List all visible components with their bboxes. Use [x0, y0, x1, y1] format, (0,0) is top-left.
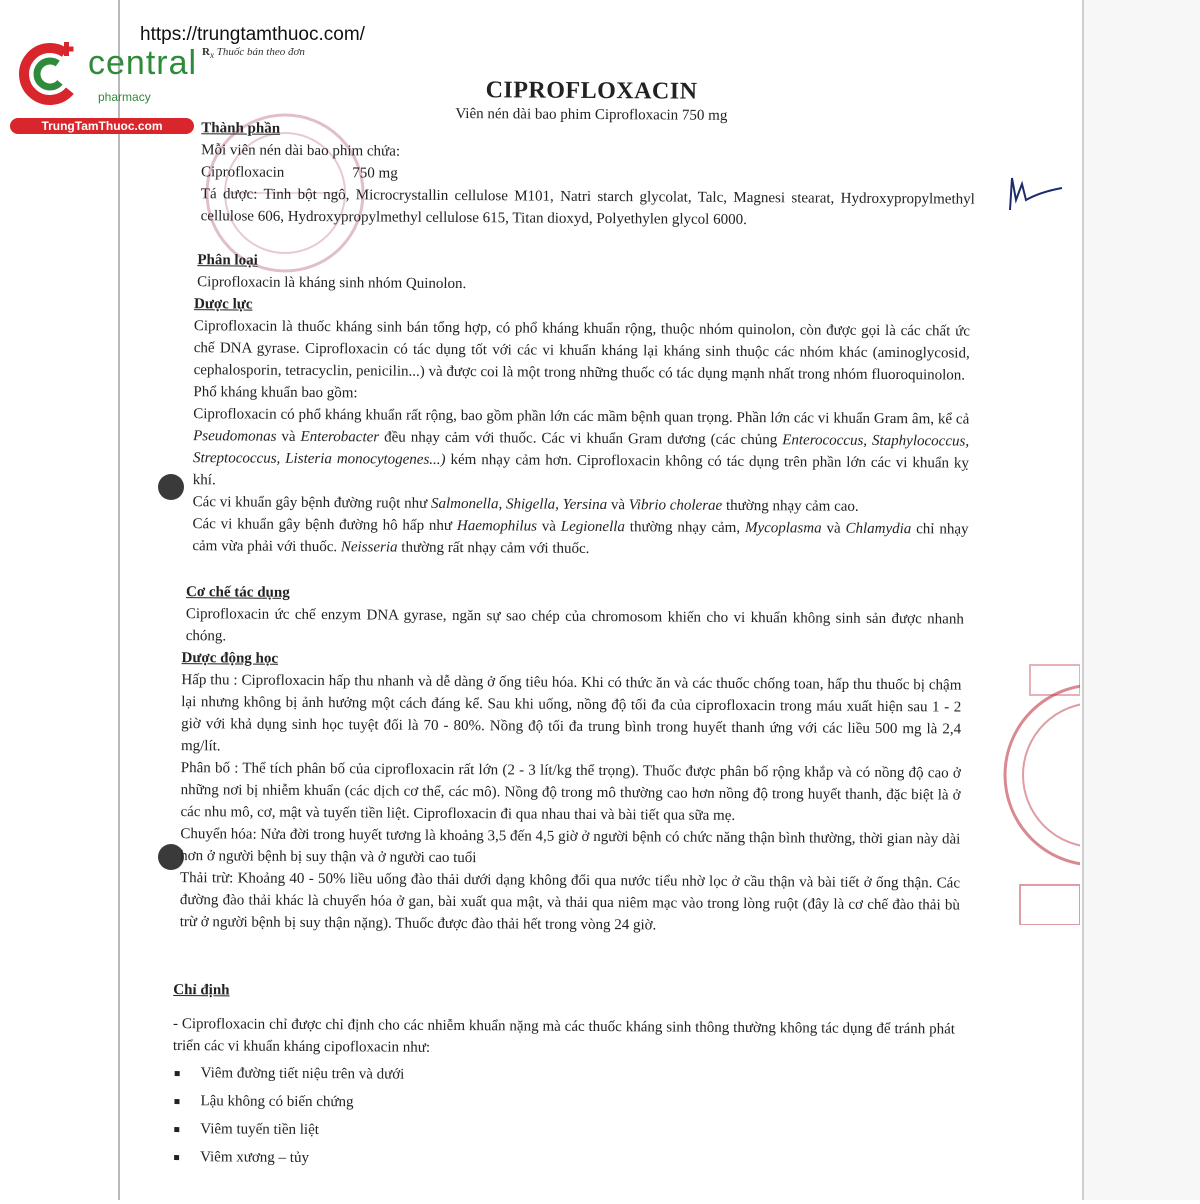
indications-intro: - Ciprofloxacin chỉ được chỉ định cho các nhiễm khuẩn nặng mà các thuốc kháng sinh thông thường không tác dụng để tránh phát triển các vi khuẩn kháng cipofloxacin như: [172, 1016, 956, 1056]
logo-subtitle: pharmacy [98, 90, 151, 104]
document-title: CIPROFLOXACIN [485, 77, 698, 105]
conjunction: và [536, 518, 561, 535]
species-mycoplasma: Mycoplasma [744, 520, 822, 537]
enteric-text: thường nhạy cảm cao. [722, 497, 859, 515]
metabolism-label: Chuyển hóa: [180, 826, 257, 843]
logo-wordmark: central [88, 44, 198, 82]
absorption-text: Ciprofloxacin hấp thu nhanh và dễ dàng ở ống tiêu hóa. Khi có thức ăn và các thuốc chống toan, hấp thu thuốc bị chậm lại nhưng không bị ảnh hưởng một cách đáng kể. Sau khi uống, nồng độ tối đa của ciprofloxacin trong máu xuất hiện sau 1 - 2 giờ với khả dụng sinh học tuyệt đối là 70 - 80%. Nồng độ tối đa trung bình trong huyết thanh ứng với các liều 500 mg là 2,4 mg/lít. [180, 672, 962, 755]
elimination-paragraph [180, 867, 960, 938]
species-enteric: Salmonella, Shigella, Yersina [430, 495, 608, 514]
species-enterobacter: Enterobacter [300, 428, 380, 446]
respiratory-paragraph [192, 513, 968, 562]
indications-heading: Chỉ định [173, 982, 230, 999]
composition-excipients: Tá dược: Tinh bột ngô, Microcrystallin cellulose M101, Natri starch glycolat, Talc, Magnesi stearat, Hydroxypropylmethyl cellulose 606, Hydroxypropylmethyl cellulose 615, Titan dioxyd, Polyethylen glycol 6000. [200, 186, 975, 229]
rx-label: $R_x$ Thuốc bán theo đơn [202, 46, 305, 61]
absorption-label: Hấp thu : [181, 672, 238, 689]
composition-line: Mỗi viên nén dài bao phim chứa: [201, 142, 401, 160]
mechanism-text: Ciprofloxacin ức chế enzym DNA gyrase, ngăn sự sao chép của chromosom khiến cho vi khuẩn không sinh sản được nhanh chóng. [185, 606, 964, 645]
classification-text: Ciprofloxacin là kháng sinh nhóm Quinolon. [197, 274, 467, 293]
ingredient-dose: 750 mg [352, 165, 398, 182]
conjunction: và [276, 428, 301, 445]
species-gram-positive: Enterococcus, Staphylococcus, Streptococcus, Listeria monocytogenes...) [192, 432, 970, 468]
metabolism-paragraph [180, 823, 960, 872]
species-haemophilus: Haemophilus [456, 517, 537, 535]
absorption-paragraph [181, 669, 962, 762]
pharmacodynamics-paragraph: Ciprofloxacin là thuốc kháng sinh bán tổng hợp, có phổ kháng khuẩn rộng, thuộc nhóm quinolon, còn được gọi là các chất ức chế DNA gyrase. Ciprofloxacin có tác dụng tốt với các vi khuẩn kháng lại kháng sinh thuộc các nhóm khác (aminoglycosid, cephalosporin, tetracyclin, penicilin...) và được coi là một trong những thuốc có tác dụng mạnh nhất trong nhóm fluoroquinolon. [193, 318, 970, 384]
pharmacokinetics-section [180, 647, 962, 938]
classification-heading: Phân loại [197, 252, 258, 269]
document-subtitle: Viên nén dài bao phim Ciprofloxacin 750 mg [455, 105, 728, 124]
conjunction: và [607, 497, 629, 514]
conjunction: và [821, 520, 846, 537]
distribution-label: Phân bố : [180, 760, 239, 777]
list-item: Lậu không có biến chứng [172, 1087, 772, 1119]
mechanism-heading: Cơ chế tác dụng [185, 584, 290, 601]
elimination-text: Khoảng 40 - 50% liều uống đào thải dưới dạng không đổi qua nước tiểu nhờ lọc ở cầu thận và bài tiết ở ống thận. Các đường đào thải khác là chuyển hóa ở gan, bài xuất qua mật, và thải qua niêm mạc vào trong lòng ruột (đây là cơ chế đào thải bù trừ ở người bệnh bị suy thận nặng). Thuốc được đào thải hết trong vòng 24 giờ. [179, 870, 961, 934]
respiratory-text: thường nhạy cảm, [624, 519, 746, 537]
spectrum-heading: Phổ kháng khuẩn bao gồm: [193, 384, 358, 402]
watermark-url: https://trungtamthuoc.com/ [140, 24, 365, 45]
spectrum-paragraph [193, 403, 970, 496]
pharmacodynamics-heading: Dược lực [193, 296, 253, 313]
distribution-paragraph [180, 757, 960, 828]
classification-section [197, 249, 971, 298]
pharmacokinetics-heading: Dược động học [181, 650, 279, 667]
composition-section [201, 117, 976, 232]
respiratory-text: Các vi khuẩn gây bệnh đường hô hấp như [192, 516, 457, 534]
species-pseudomonas: Pseudomonas [193, 428, 277, 445]
indications-list [172, 1059, 773, 1175]
ingredient-name: Ciprofloxacin [200, 164, 285, 181]
list-item: Viêm đường tiết niệu trên và dưới [173, 1059, 773, 1091]
composition-heading: Thành phần [201, 120, 281, 137]
rx-symbol: R [202, 46, 210, 58]
distribution-text: Thể tích phân bố của ciprofloxacin rất lớn (2 - 3 lít/kg thể trọng). Thuốc được phân bố rộng khắp và có nồng độ cao ở những nơi bị nhiễm khuẩn (các dịch cơ thể, các mô). Nồng độ trong mô thường cao hơn nồng độ trong huyết thanh, đặc biệt là ở các nhu mô, cơ, mật và tuyến tiền liệt. Ciprofloxacin đi qua nhau thai và bài tiết qua sữa mẹ. [180, 760, 961, 824]
pharmacodynamics-section [192, 293, 970, 562]
mechanism-section [186, 581, 964, 652]
spectrum-text: kém nhạy cảm hơn. Ciprofloxacin không có tác dụng trên phần lớn các vi khuẩn kỵ khí. [192, 451, 970, 489]
species-legionella: Legionella [560, 518, 626, 536]
elimination-label: Thải trừ: [179, 870, 234, 887]
species-neisseria: Neisseria [340, 539, 398, 556]
list-item: Viêm tuyến tiền liệt [172, 1115, 772, 1147]
metabolism-text: Nửa đời trong huyết tương là khoảng 3,5 đến 4,5 giờ ở người bệnh có chức năng thận bình thường, thời gian này dài hơn ở người bệnh bị suy thận và ở người cao tuổi [180, 826, 961, 867]
species-chlamydia: Chlamydia [845, 520, 912, 538]
spectrum-text: Ciprofloxacin có phổ kháng khuẩn rất rộng, bao gồm phần lớn các mầm bệnh quan trọng. Phần lớn các vi khuẩn Gram âm, kể cả [193, 406, 970, 428]
indications-section [173, 979, 956, 1062]
enteric-text: Các vi khuẩn gây bệnh đường ruột như [192, 494, 432, 512]
respiratory-text: chỉ nhạy cảm vừa phải với thuốc. [192, 521, 969, 556]
rx-text: Thuốc bán theo đơn [216, 46, 305, 58]
list-item: Viêm xương – tủy [172, 1143, 772, 1175]
species-vibrio: Vibrio cholerae [628, 497, 723, 514]
respiratory-text: thường rất nhạy cảm với thuốc. [397, 539, 590, 557]
logo-banner: TrungTamThuoc.com [10, 118, 194, 134]
spectrum-text: đều nhạy cảm với thuốc. Các vi khuẩn Gram dương (các chủng [379, 429, 783, 449]
